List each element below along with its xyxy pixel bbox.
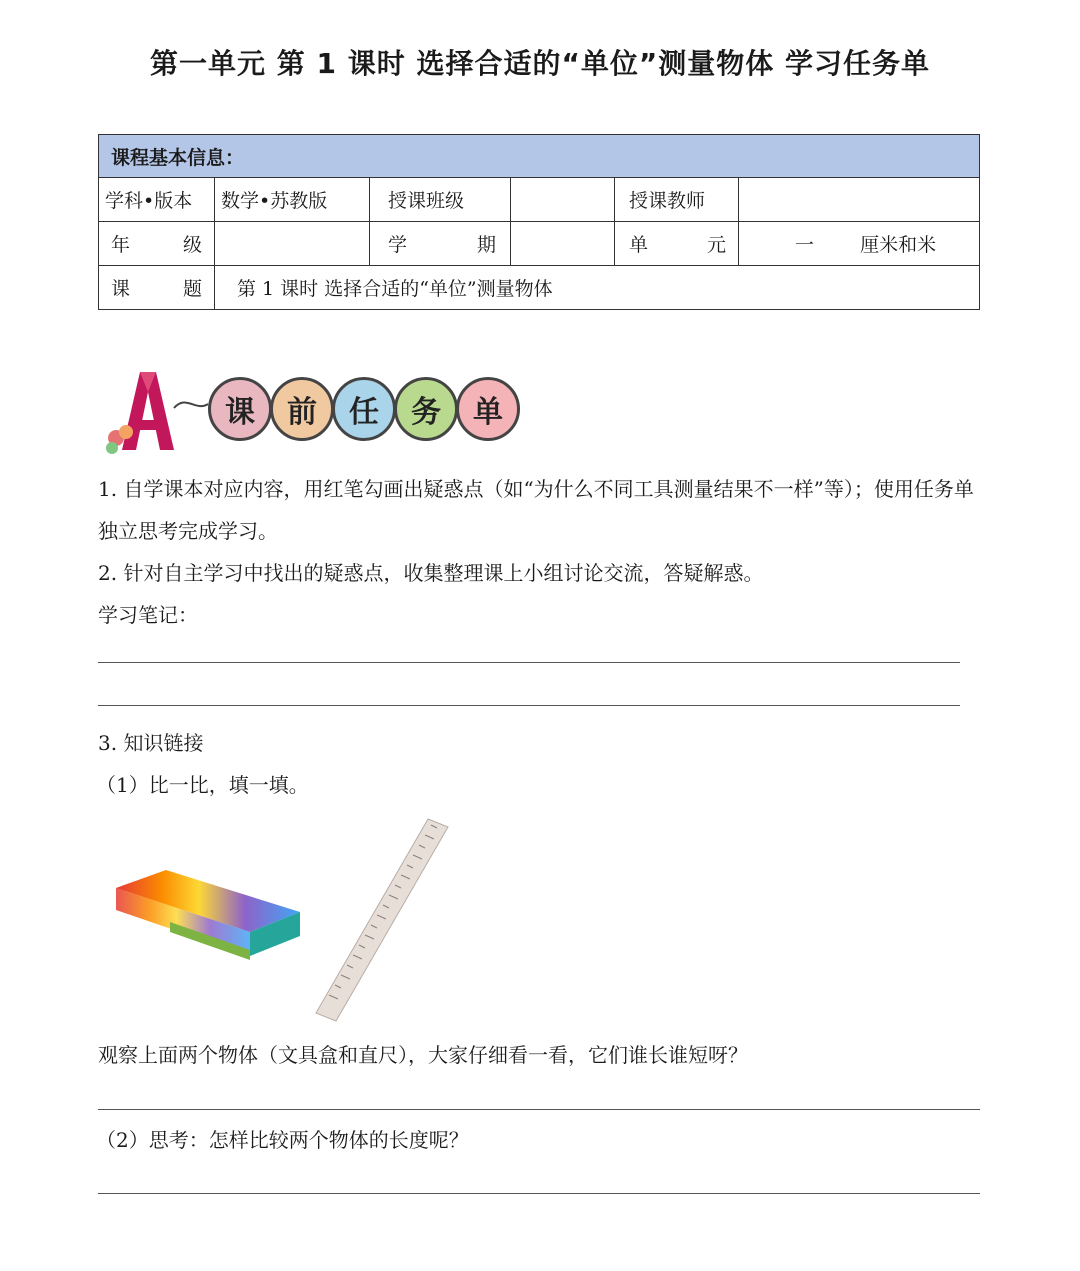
banner-char-wu: 务 — [394, 377, 458, 441]
notes-line-1[interactable] — [98, 662, 960, 663]
topic-label: 课 题 — [99, 266, 215, 310]
task-2-text: 2. 针对自主学习中找出的疑惑点，收集整理课上小组讨论交流，答疑解惑。 — [98, 561, 764, 585]
teacher-label: 授课教师 — [615, 178, 739, 222]
page-title: 第一单元 第 1 课时 选择合适的“单位”测量物体 学习任务单 — [149, 47, 931, 80]
term-value — [511, 222, 615, 266]
banner-char-qian: 前 — [270, 377, 334, 441]
task-1-text: 1. 自学课本对应内容，用红笔勾画出疑惑点（如“为什么不同工具测量结果不一样”等）；使用任务单独立思考完成学习。 — [98, 477, 974, 543]
question-1-text: （1）比一比，填一填。 — [96, 773, 309, 797]
ruler-image — [310, 815, 455, 1025]
subject-label: 学科•版本 — [99, 178, 215, 222]
subject-value: 数学•苏教版 — [215, 178, 370, 222]
observe-question-text: 观察上面两个物体（文具盒和直尺），大家仔细看一看，它们谁长谁短呀？ — [98, 1043, 748, 1067]
grade-label: 年 级 — [99, 222, 215, 266]
course-info-table — [98, 134, 980, 310]
table-header: 课程基本信息： — [99, 135, 980, 178]
knowledge-link-heading: 3. 知识链接 — [98, 731, 204, 755]
pre-class-task-banner — [100, 366, 530, 456]
answer-line-1[interactable] — [98, 1109, 980, 1110]
term-label: 学 期 — [370, 222, 511, 266]
question-2-text: （2）思考：怎样比较两个物体的长度呢？ — [96, 1128, 469, 1152]
letter-a-flower-icon — [100, 366, 220, 456]
topic-value: 第 1 课时 选择合适的“单位”测量物体 — [215, 266, 980, 310]
pencil-box-image — [110, 860, 305, 970]
study-notes-label: 学习笔记： — [98, 603, 198, 627]
class-value — [511, 178, 615, 222]
teacher-value — [739, 178, 980, 222]
grade-value — [215, 222, 370, 266]
banner-char-dan: 单 — [456, 377, 520, 441]
unit-value: 一 厘米和米 — [739, 222, 980, 266]
class-label: 授课班级 — [370, 178, 511, 222]
notes-line-2[interactable] — [98, 705, 960, 706]
banner-char-ke: 课 — [208, 377, 272, 441]
banner-char-ren: 任 — [332, 377, 396, 441]
answer-line-2[interactable] — [98, 1193, 980, 1194]
unit-label: 单 元 — [615, 222, 739, 266]
